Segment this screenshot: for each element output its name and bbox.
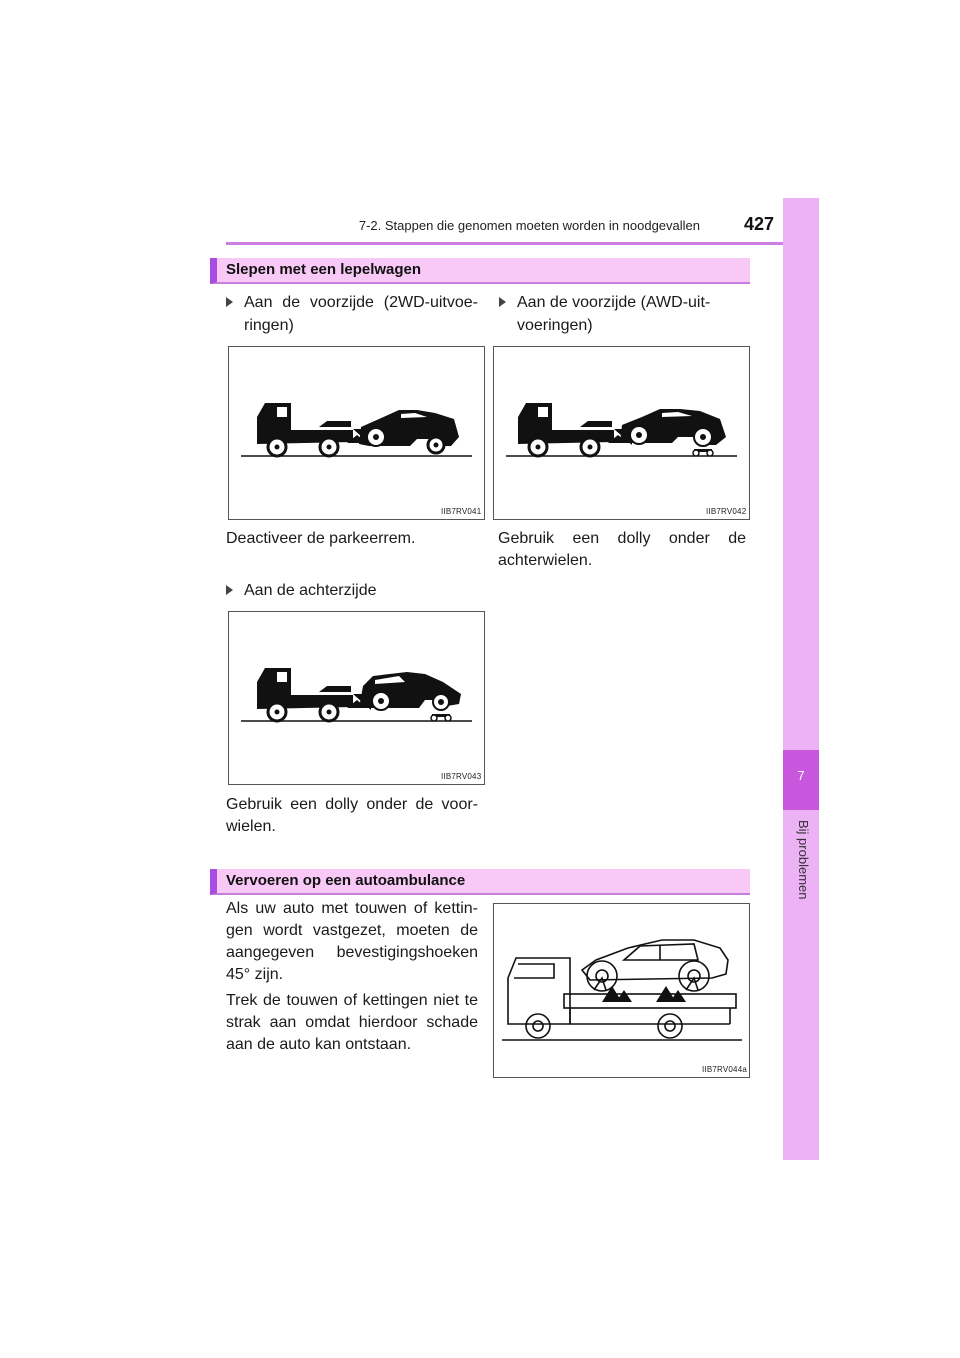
chapter-label: Bij problemen [796, 820, 811, 900]
car-carrier-illustration [494, 904, 749, 1077]
tow-truck-rear-illustration [229, 612, 484, 784]
list-item-heading-front-2wd [226, 291, 478, 337]
heading-text: Aan de voorzijde (2WD-uitvoe-ringen) [244, 294, 478, 334]
heading-text: Aan de achterzijde [244, 582, 377, 599]
chapter-side-tab [783, 198, 819, 1160]
figure-car-carrier [493, 903, 750, 1078]
tow-truck-front-awd-illustration [494, 347, 749, 519]
section-title: Slepen met een lepelwagen [226, 261, 422, 278]
list-item-heading-front-awd [499, 291, 745, 337]
tow-truck-front-2wd-illustration [229, 347, 484, 519]
section-bar-towing [210, 258, 750, 284]
figure-code: IIB7RV041 [441, 507, 482, 516]
figure-tow-rear [228, 611, 485, 785]
figure-code: IIB7RV043 [441, 772, 482, 781]
figure-tow-front-2wd [228, 346, 485, 520]
header-rule [226, 242, 818, 245]
caption-rear: Gebruik een dolly onder de voor-wielen. [226, 796, 478, 835]
page-number: 427 [743, 214, 774, 234]
triangle-bullet-icon [226, 297, 233, 307]
figure-tow-front-awd [493, 346, 750, 520]
section-title: Vervoeren op een autoambulance [226, 872, 466, 889]
triangle-bullet-icon [226, 585, 233, 595]
transport-paragraph-2: Trek de touwen of kettingen niet te strak aan omdat hierdoor schade aan de auto kan ontstaan. [226, 992, 478, 1053]
caption-front-awd: Gebruik een dolly onder de achterwielen. [498, 530, 746, 569]
transport-paragraph-1: Als uw auto met touwen of kettin-gen wordt vastgezet, moeten de aangegeven bevestigingshoeken 45° zijn. [226, 900, 478, 983]
figure-code: IIB7RV044a [702, 1065, 747, 1074]
section-bar-transport [210, 869, 750, 895]
heading-text: Aan de voorzijde (AWD-uit-voeringen) [517, 294, 711, 334]
page-header-title: 7-2. Stappen die genomen moeten worden in noodgevallen [358, 218, 700, 233]
caption-front-2wd: Deactiveer de parkeerrem. [226, 530, 416, 547]
list-item-heading-rear [226, 579, 478, 602]
figure-code: IIB7RV042 [706, 507, 747, 516]
chapter-number: 7 [797, 768, 805, 783]
triangle-bullet-icon [499, 297, 506, 307]
